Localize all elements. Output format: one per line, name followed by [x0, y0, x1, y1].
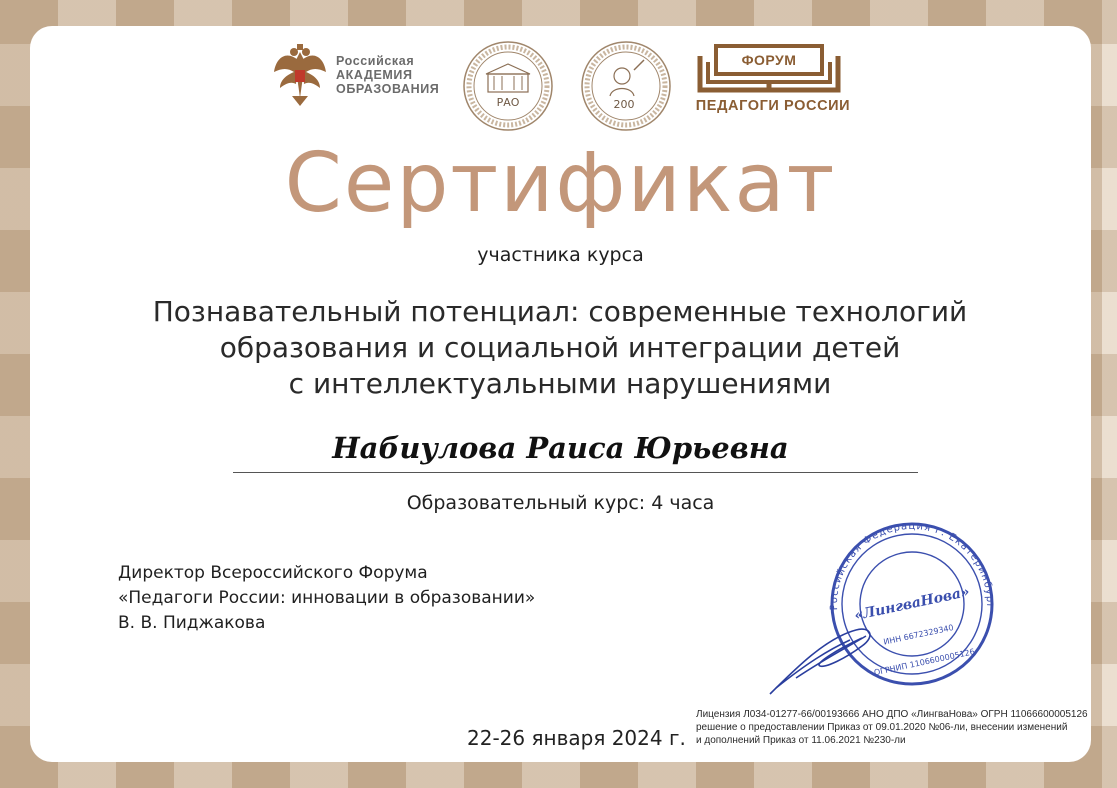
- rao-logo-text: [336, 54, 456, 96]
- recipient-underline: [233, 472, 918, 473]
- course-title: [110, 294, 1010, 402]
- stamp-ogrn: ОГРНИП 1106600005126: [873, 647, 976, 678]
- official-stamp: [766, 518, 998, 700]
- forum-word: ФОРУМ: [741, 52, 797, 68]
- seal-emblem-icon: [462, 40, 554, 132]
- forum-subtitle: ПЕДАГОГИ РОССИИ: [695, 98, 851, 114]
- rao-anniversary-seal: [462, 40, 554, 132]
- director-block: [118, 561, 535, 636]
- director-organization: «Педагоги России: инновации в образовании»: [118, 588, 536, 608]
- portrait-seal-icon: [580, 40, 672, 132]
- seal1-label: РАО: [496, 96, 520, 109]
- certificate-subtitle: участника курса: [477, 244, 644, 266]
- license-line-2: решение о предоставлении Приказ от 09.01.2020 №06-ли, внесении изменений: [696, 722, 1068, 733]
- ushinsky-anniversary-seal: [580, 40, 672, 132]
- open-book-icon: [680, 40, 866, 100]
- stamp-ring-text: Российская Федерация г. Екатеринбург: [828, 520, 996, 611]
- course-title-line-2: образования и социальной интеграции детей: [219, 331, 901, 364]
- rao-line-2: АКАДЕМИЯ: [336, 68, 413, 82]
- recipient-name: Набиулова Раиса Юрьевна: [332, 431, 789, 465]
- stamp-center-text: «ЛингваНова»: [852, 583, 972, 625]
- forum-logo: [680, 40, 866, 120]
- license-line-3: и дополнений Приказ от 11.06.2021 №230-ли: [696, 735, 906, 746]
- stamp-inn: ИНН 6672329340: [882, 622, 955, 647]
- license-info: [696, 708, 1088, 747]
- course-title-line-3: с интеллектуальными нарушениями: [288, 367, 832, 400]
- seal2-label: 200: [613, 98, 635, 111]
- svg-text:Российская Федерация г. Екатер: [814, 518, 998, 644]
- rao-line-1: Российская: [336, 54, 415, 68]
- director-title: Директор Всероссийского Форума: [118, 563, 428, 583]
- course-title-line-1: Познавательный потенциал: современные технологий: [152, 295, 968, 328]
- license-line-1: Лицензия Л034-01277-66/00193666 АНО ДПО «ЛингваНова» ОГРН 11066600005126: [696, 709, 1088, 720]
- rao-line-3: ОБРАЗОВАНИЯ: [336, 82, 440, 96]
- director-name: В. В. Пиджакова: [118, 613, 266, 633]
- course-dates: 22-26 января 2024 г.: [467, 726, 686, 750]
- rao-logo: [272, 42, 452, 110]
- double-eagle-emblem-icon: [272, 42, 328, 108]
- certificate-title: Сертификат: [284, 136, 837, 231]
- round-stamp-icon: [766, 518, 998, 700]
- certificate-card: [30, 26, 1091, 762]
- course-hours: Образовательный курс: 4 часа: [406, 492, 715, 514]
